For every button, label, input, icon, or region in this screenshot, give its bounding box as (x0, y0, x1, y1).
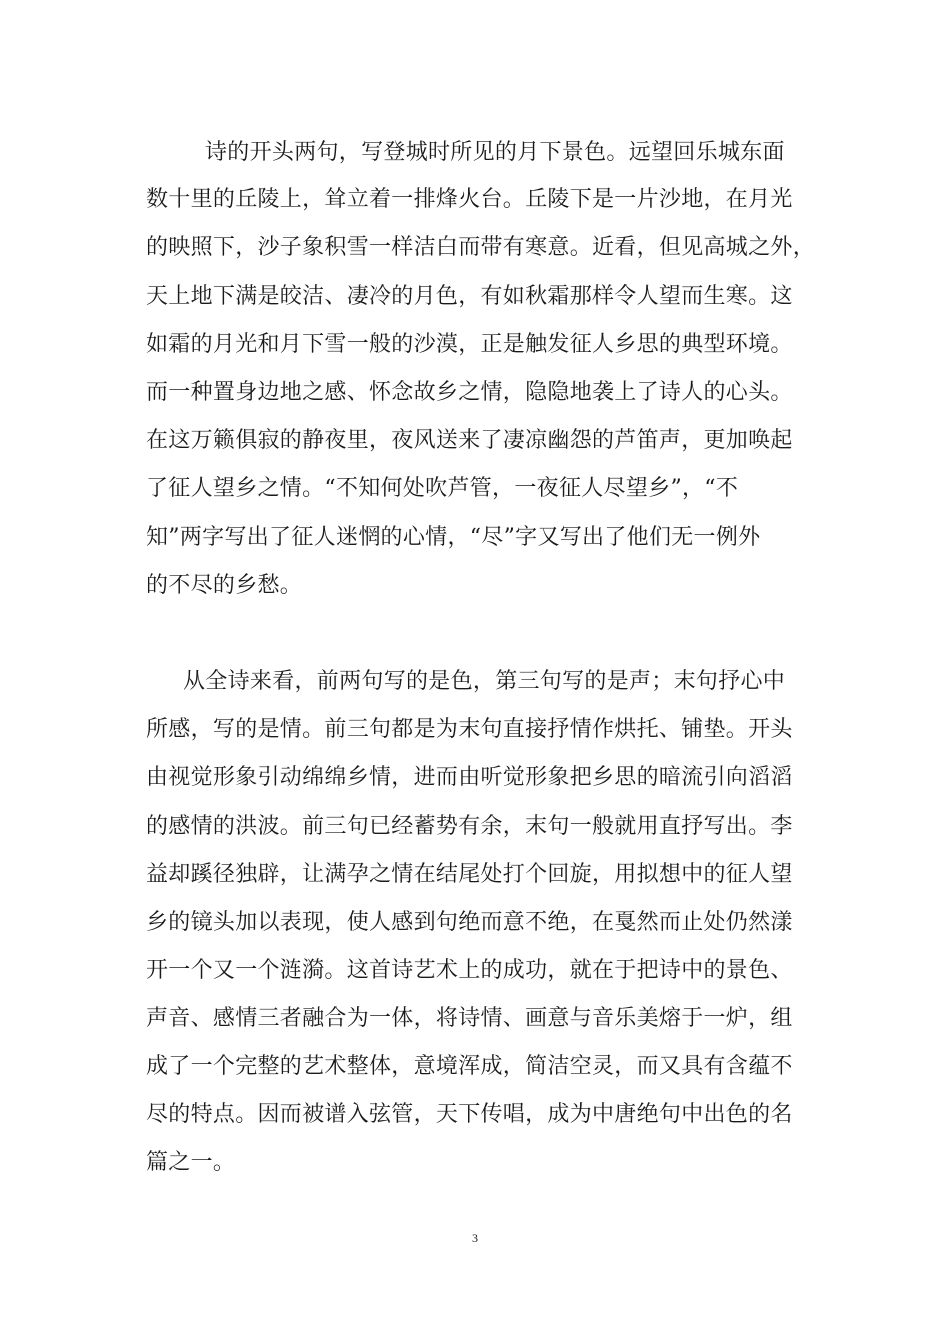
paragraph-line: 诗的开头两句，写登城时所见的月下景色。远望回乐城东面 (205, 140, 785, 165)
paragraph-line: 益却蹊径独辟，让满孕之情在结尾处打个回旋，用拟想中的征人望 (146, 862, 793, 887)
paragraph-line: 的感情的洪波。前三句已经蓄势有余，末句一般就用直抒写出。李 (146, 814, 793, 839)
paragraph-line: 从全诗来看，前两句写的是色，第三句写的是声；末句抒心中 (183, 669, 786, 694)
paragraph-line: 天上地下满是皎洁、凄冷的月色，有如秋霜那样令人望而生寒。这 (146, 284, 793, 309)
paragraph-line: 的不尽的乡愁。 (146, 573, 303, 598)
paragraph-line: 成了一个完整的艺术整体，意境浑成，简洁空灵，而又具有含蕴不 (146, 1054, 793, 1079)
paragraph-line: 所感，写的是情。前三句都是为末句直接抒情作烘托、铺垫。开头 (146, 717, 793, 742)
paragraph-line: 数十里的丘陵上，耸立着一排烽火台。丘陵下是一片沙地，在月光 (146, 187, 793, 212)
paragraph-line: 而一种置身边地之感、怀念故乡之情，隐隐地袭上了诗人的心头。 (146, 380, 793, 405)
paragraph-line: 如霜的月光和月下雪一般的沙漠，正是触发征人乡思的典型环境。 (146, 332, 793, 357)
paragraph-line: 开一个又一个涟漪。这首诗艺术上的成功，就在于把诗中的景色、 (146, 958, 793, 983)
paragraph-line: 乡的镜头加以表现，使人感到句绝而意不绝，在戛然而止处仍然漾 (146, 910, 793, 935)
paragraph-line: 尽的特点。因而被谱入弦管，天下传唱，成为中唐绝句中出色的名 (146, 1102, 793, 1127)
paragraph-line: 了征人望乡之情。“不知何处吹芦管，一夜征人尽望乡”，“不 (146, 476, 739, 501)
paragraph-line: 篇之一。 (146, 1150, 236, 1175)
paragraph-line: 知”两字写出了征人迷惘的心情，“尽”字又写出了他们无一例外 (146, 525, 761, 550)
paragraph-line: 在这万籁俱寂的静夜里，夜风送来了凄凉幽怨的芦笛声，更加唤起 (146, 428, 793, 453)
paragraph-line: 声音、感情三者融合为一体，将诗情、画意与音乐美熔于一炉，组 (146, 1006, 793, 1031)
paragraph-line: 由视觉形象引动绵绵乡情，进而由听觉形象把乡思的暗流引向滔滔 (146, 765, 793, 790)
page-number: 3 (472, 1231, 478, 1245)
paragraph-line: 的映照下，沙子象积雪一样洁白而带有寒意。近看，但见高城之外， (146, 235, 816, 260)
